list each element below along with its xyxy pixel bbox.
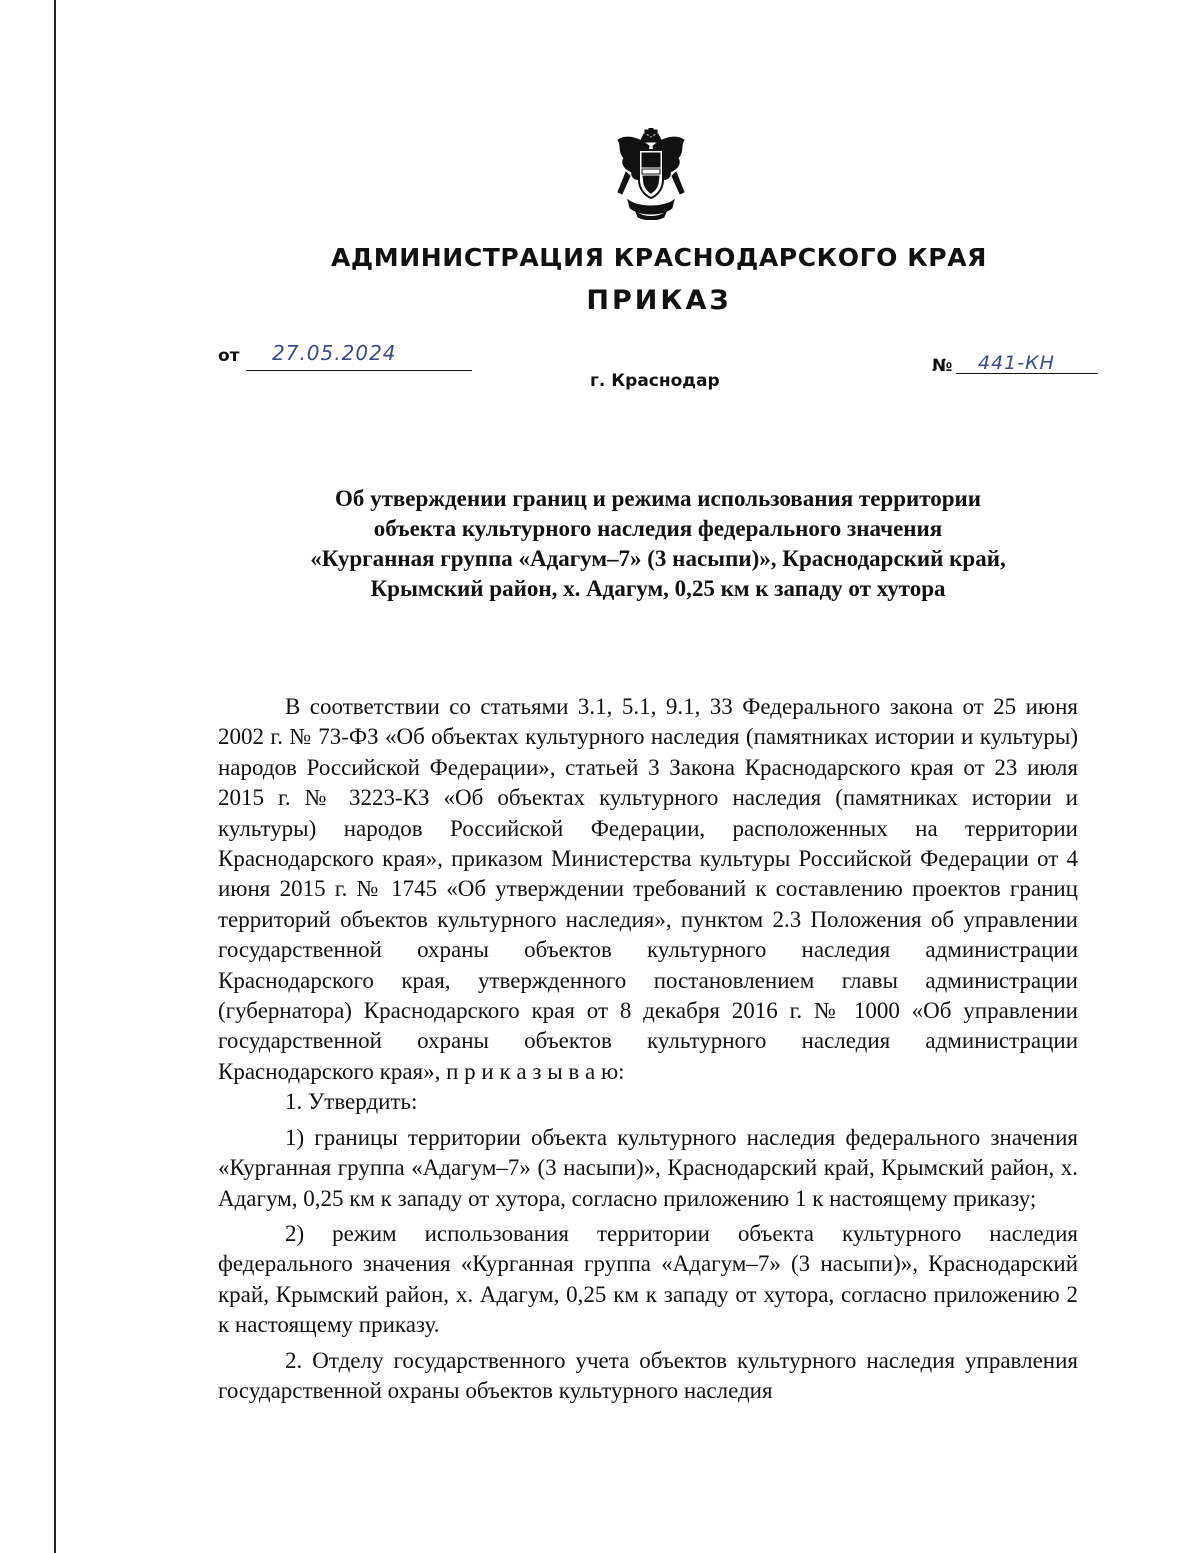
body-paragraph: 2. Отделу государственного учета объектов культурного наследия управления государственной охраны объектов культурного наследия xyxy=(218,1347,1078,1403)
date-label: от xyxy=(218,346,240,366)
date-value: 27.05.2024 xyxy=(272,341,397,365)
scan-edge-line xyxy=(54,0,56,1553)
body-paragraph: 2) режим использования территории объекта культурного наследия федерального значения «Курганная группа «Адагум–7» (3 насыпи)», Краснодарский край, Крымский район, х. Адагум, 0,25 км к западу от хутора, согласно приложению 2 к настоящему приказу. xyxy=(218,1220,1078,1338)
title-line: «Курганная группа «Адагум–7» (3 насыпи)», Краснодарский край, xyxy=(310,546,1006,571)
body-paragraph: В соответствии со статьями 3.1, 5.1, 9.1, 33 Федерального закона от 25 июня 2002 г. № 73-ФЗ «Об объектах культурного наследия (памятниках истории и культуры) народов Российской Федерации», статьей 3 Закона Краснодарского края от 23 июля 2015 г. № 3223-КЗ «Об объектах культурного наследия (памятниках истории и культуры) народов Российской Федерации, расположенных на территории Краснодарского края», приказом Министерства культуры Российской Федерации от 4 июня 2015 г. № 1745 «Об утверждении требований к составлению проектов границ территорий объектов культурного наследия», пунктом 2.3 Положения об управлении государственной охраны объектов культурного наследия администрации Краснодарского края, утвержденного постановлением главы администрации (губернатора) Краснодарского края от 8 декабря 2016 г. № 1000 «Об управлении государственной охраны объектов культурного наследия администрации Краснодарского края», п р и к а з ы в а ю: xyxy=(218,694,1078,1084)
date-underline xyxy=(246,370,472,371)
organization-name: АДМИНИСТРАЦИЯ КРАСНОДАРСКОГО КРАЯ xyxy=(330,243,988,272)
document-title xyxy=(230,484,1086,604)
document-body xyxy=(218,692,1078,1406)
city-name: г. Краснодар xyxy=(590,371,720,391)
title-line: Об утверждении границ и режима использования территории xyxy=(334,486,982,511)
title-line: объекта культурного наследия федерального значения xyxy=(373,516,943,541)
body-paragraph: 1. Утвердить: xyxy=(285,1089,418,1115)
body-paragraph: 1) границы территории объекта культурного наследия федерального значения «Курганная группа «Адагум–7» (3 насыпи)», Краснодарский край, Крымский район, х. Адагум, 0,25 км к западу от хутора, согласно приложению 1 к настоящему приказу; xyxy=(218,1124,1078,1211)
document-type: ПРИКАЗ xyxy=(586,285,732,316)
title-line: Крымский район, х. Адагум, 0,25 км к западу от хутора xyxy=(370,576,946,601)
coat-of-arms-icon xyxy=(612,128,690,220)
number-value: 441-КН xyxy=(978,352,1055,374)
number-label: № xyxy=(932,356,953,376)
